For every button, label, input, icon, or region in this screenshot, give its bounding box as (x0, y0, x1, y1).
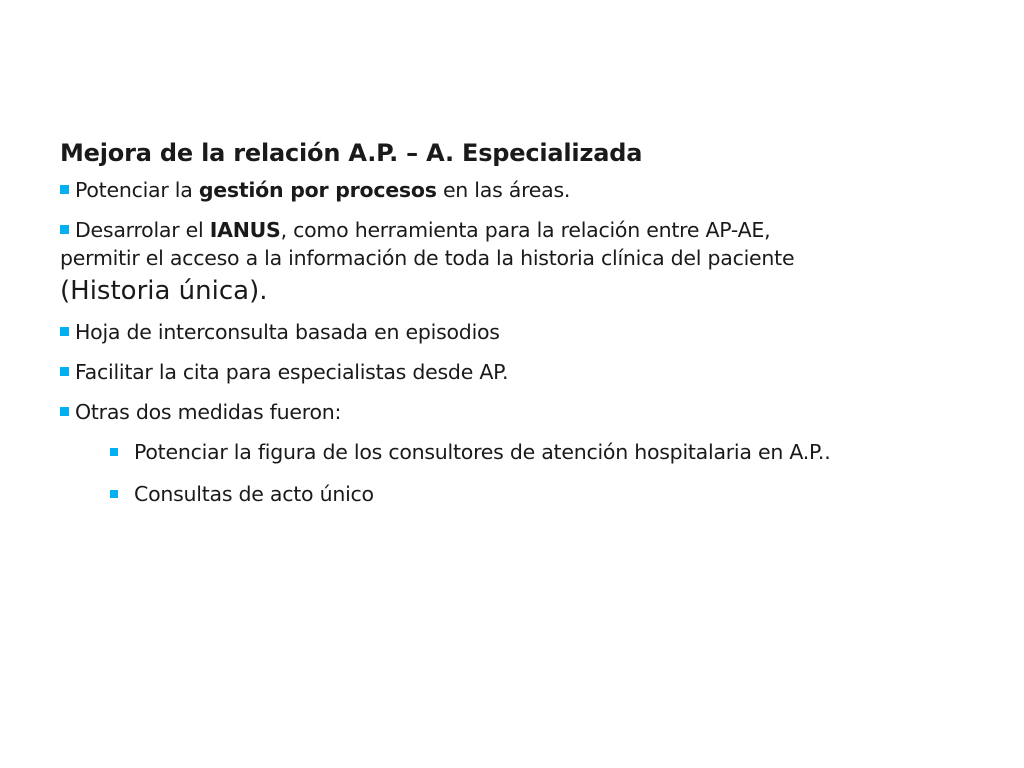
bullet-item-procesos (60, 176, 960, 204)
bullet-continuation: permitir el acceso a la información de toda la historia clínica del paciente (60, 246, 795, 270)
sub-bullet-text: Potenciar la figura de los consultores de atención hospitalaria en A.P.. (134, 440, 831, 464)
bullet-text-post: , como herramienta para la relación entre AP-AE, (280, 218, 771, 242)
bullet-item-ianus (60, 216, 960, 244)
bullet-item-otras-medidas (60, 398, 960, 426)
square-bullet-icon (60, 185, 69, 194)
bullet-text-bold: IANUS (209, 218, 281, 242)
square-bullet-icon (60, 407, 69, 416)
square-bullet-icon (60, 367, 69, 376)
square-bullet-icon (110, 490, 118, 498)
bullet-text: Otras dos medidas fueron: (75, 400, 342, 424)
bullet-text-post: en las áreas. (436, 178, 571, 202)
bullet-text-pre: Desarrolar el (75, 218, 210, 242)
bullet-text-pre: Potenciar la (75, 178, 199, 202)
slide-content (60, 136, 960, 522)
bullet-item-cita (60, 358, 960, 386)
bullet-text: Hoja de interconsulta basada en episodios (75, 320, 500, 344)
bullet-text: Facilitar la cita para especialistas desde AP. (75, 360, 509, 384)
bullet-text-bold: gestión por procesos (198, 178, 437, 202)
square-bullet-icon (60, 327, 69, 336)
square-bullet-icon (60, 225, 69, 234)
square-bullet-icon (110, 448, 118, 456)
bullet-big-line: (Historia única). (60, 276, 268, 306)
sub-bullet-list (60, 438, 960, 508)
bullet-item-interconsulta (60, 318, 960, 346)
sub-bullet-text: Consultas de acto único (134, 482, 374, 506)
sub-bullet-item-acto-unico (110, 480, 960, 508)
sub-bullet-item-consultores (110, 438, 960, 466)
slide-title: Mejora de la relación A.P. – A. Especializada (60, 139, 643, 167)
